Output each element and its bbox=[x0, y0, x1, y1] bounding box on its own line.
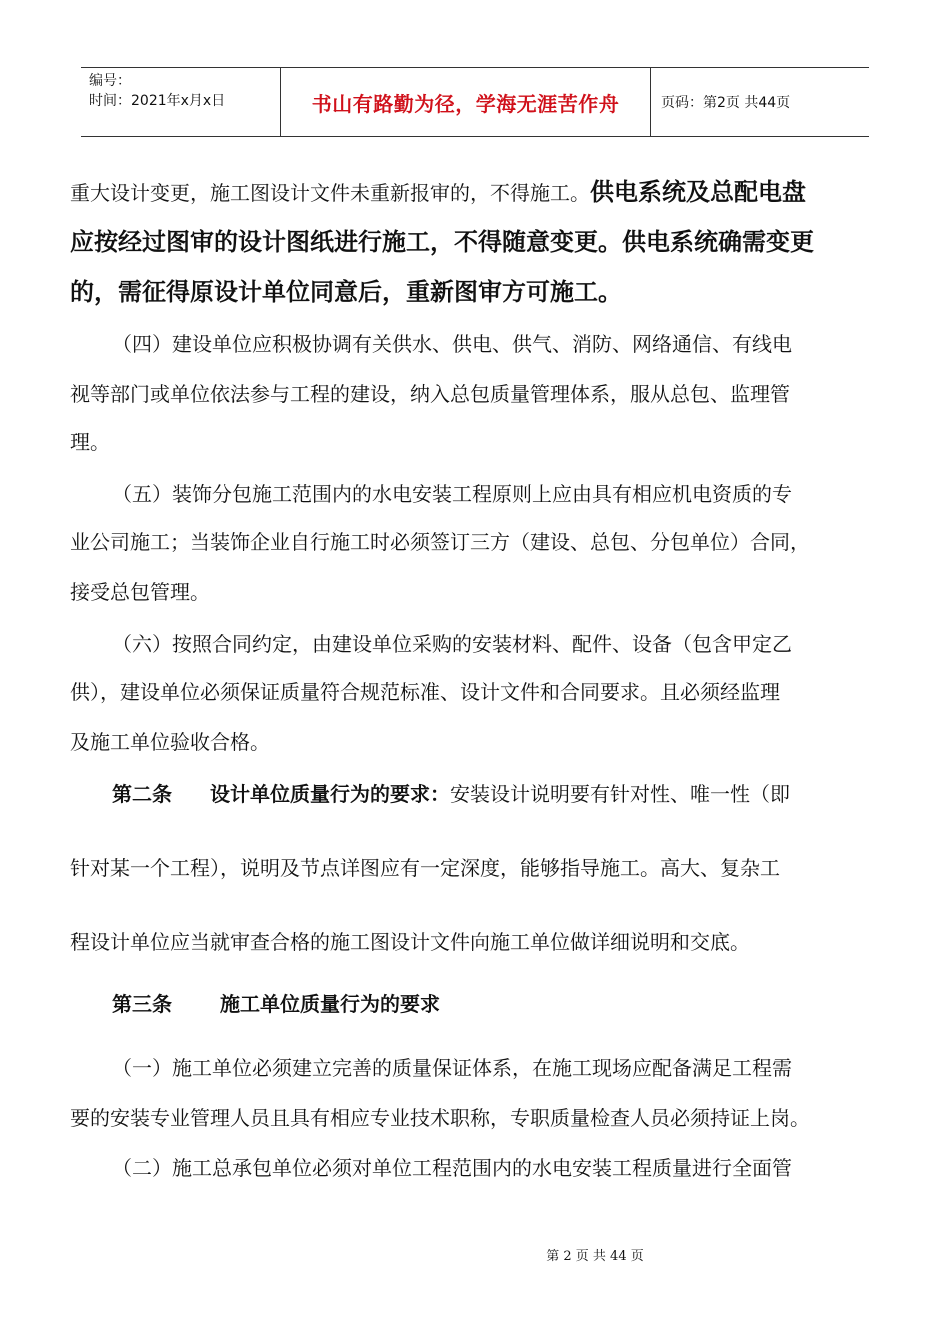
document-time-label: 时间：2021年x月x日 bbox=[89, 93, 226, 109]
header-motto-cell bbox=[281, 68, 651, 136]
paragraph-line: 视等部门或单位依法参与工程的建设，纳入总包质量管理体系，服从总包、监理管 bbox=[70, 382, 790, 406]
document-header bbox=[81, 67, 869, 137]
paragraph-line: （五）装饰分包施工范围内的水电安装工程原则上应由具有相应机电资质的专 bbox=[112, 482, 792, 506]
paragraph-line: 及施工单位验收合格。 bbox=[70, 730, 270, 754]
paragraph-line: （六）按照合同约定，由建设单位采购的安装材料、配件、设备（包含甲定乙 bbox=[112, 632, 792, 656]
article-title: 设计单位质量行为的要求： bbox=[210, 782, 450, 806]
header-motto: 书山有路勤为径，学海无涯苦作舟 bbox=[311, 91, 620, 116]
paragraph-line: 理。 bbox=[70, 430, 110, 454]
paragraph-line: 程设计单位应当就审查合格的施工图设计文件向施工单位做详细说明和交底。 bbox=[70, 930, 750, 954]
article-2-line: 第二条 设计单位质量行为的要求：安装设计说明要有针对性、唯一性（即 bbox=[112, 782, 790, 806]
paragraph-line-bold: 应按经过图审的设计图纸进行施工，不得随意变更。供电系统确需变更 bbox=[70, 228, 814, 256]
paragraph-line: 供），建设单位必须保证质量符合规范标准、设计文件和合同要求。且必须经监理 bbox=[70, 680, 780, 704]
article-title: 施工单位质量行为的要求 bbox=[220, 992, 440, 1016]
article-number: 第三条 bbox=[112, 992, 172, 1016]
article-number: 第二条 bbox=[112, 782, 172, 806]
paragraph-line-bold: 的，需征得原设计单位同意后，重新图审方可施工。 bbox=[70, 278, 622, 306]
article-3-line bbox=[112, 990, 440, 1018]
paragraph-line: 重大设计变更，施工图设计文件未重新报审的，不得施工。供电系统及总配电盘 bbox=[70, 178, 806, 206]
paragraph-line: 针对某一个工程），说明及节点详图应有一定深度，能够指导施工。高大、复杂工 bbox=[70, 856, 780, 880]
header-meta bbox=[81, 68, 281, 136]
paragraph-line: （一）施工单位必须建立完善的质量保证体系，在施工现场应配备满足工程需 bbox=[112, 1056, 792, 1080]
header-page-info: 页码：第2页 共44页 bbox=[661, 95, 791, 111]
paragraph-line: （四）建设单位应积极协调有关供水、供电、供气、消防、网络通信、有线电 bbox=[112, 332, 792, 356]
page-footer: 第 2 页 共 44 页 bbox=[546, 1249, 644, 1264]
paragraph-line: 要的安装专业管理人员且具有相应专业技术职称，专职质量检查人员必须持证上岗。 bbox=[70, 1106, 810, 1130]
paragraph-line: （二）施工总承包单位必须对单位工程范围内的水电安装工程质量进行全面管 bbox=[112, 1156, 792, 1180]
paragraph-line: 接受总包管理。 bbox=[70, 580, 210, 604]
document-number-label: 编号： bbox=[89, 73, 131, 89]
paragraph-line: 业公司施工；当装饰企业自行施工时必须签订三方（建设、总包、分包单位）合同， bbox=[70, 530, 810, 554]
